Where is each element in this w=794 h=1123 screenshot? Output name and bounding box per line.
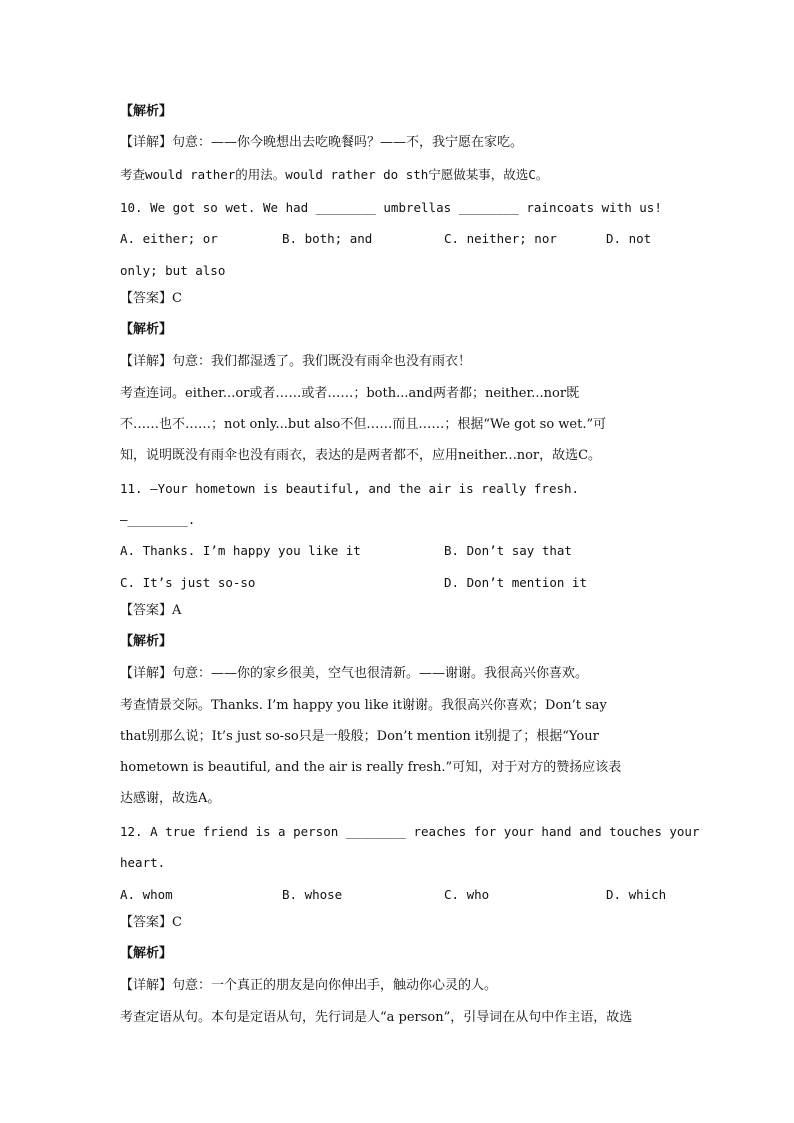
explanation-line: 考查would rather的用法。would rather do sth宁愿做某事，故选C。 xyxy=(120,167,549,182)
explanation-line: 考查情景交际。Thanks. I’m happy you like it谢谢。我很高兴你喜欢；Don’t say xyxy=(120,698,607,713)
answer-10: 【答案】C xyxy=(120,291,182,306)
explanation-line: 【详解】句意：——你的家乡很美，空气也很清新。——谢谢。我很高兴你喜欢。 xyxy=(120,666,589,681)
q12-option-b: B. whose xyxy=(282,887,343,902)
q11-option-c: C. It’s just so-so xyxy=(120,575,256,590)
answer-11: 【答案】A xyxy=(120,603,182,618)
analysis-heading: 【解析】 xyxy=(120,104,173,119)
explanation-line: 知，说明既没有雨伞也没有雨衣，表达的是两者都不，应用neither...nor，故选C。 xyxy=(120,448,602,463)
question-12: 12. A true friend is a person ________ reaches for your hand and touches your xyxy=(120,824,700,839)
explanation-line: 考查定语从句。本句是定语从句，先行词是人“a person”，引导词在从句中作主语，故选 xyxy=(120,1010,633,1025)
q11-option-a: A. Thanks. I’m happy you like it xyxy=(120,543,361,558)
explanation-line: 考查连词。either...or或者……或者……；both...and两者都；neither...nor既 xyxy=(120,386,580,401)
question-11: 11. —Your hometown is beautiful, and the air is really fresh. xyxy=(120,481,580,496)
analysis-heading: 【解析】 xyxy=(120,946,173,961)
analysis-heading: 【解析】 xyxy=(120,322,173,337)
q10-option-b: B. both; and xyxy=(282,231,373,246)
q10-option-d: D. not xyxy=(606,231,652,246)
explanation-line: that别那么说；It’s just so-so只是一般般；Don’t mention it别提了；根据“Your xyxy=(120,729,599,744)
explanation-line: 【详解】句意：——你今晚想出去吃晚餐吗？——不，我宁愿在家吃。 xyxy=(120,135,524,150)
q11-option-d: D. Don’t mention it xyxy=(444,575,587,590)
explanation-line: 【详解】句意：我们都湿透了。我们既没有雨伞也没有雨衣！ xyxy=(120,354,472,369)
q11-option-b: B. Don’t say that xyxy=(444,543,572,558)
q10-option-a: A. either; or xyxy=(120,231,218,246)
q10-option-d-continued: only; but also xyxy=(120,263,226,278)
question-10: 10. We got so wet. We had ________ umbrellas ________ raincoats with us! xyxy=(120,200,662,215)
explanation-line: 不……也不……；not only...but also不但……而且……；根据“We got so wet.”可 xyxy=(120,417,607,432)
question-11-blank: —________. xyxy=(120,512,196,527)
q12-option-c: C. who xyxy=(444,887,490,902)
question-12-continued: heart. xyxy=(120,855,166,870)
q12-option-a: A. whom xyxy=(120,887,173,902)
explanation-line: 达感谢，故选A。 xyxy=(120,791,221,806)
explanation-line: 【详解】句意：一个真正的朋友是向你伸出手，触动你心灵的人。 xyxy=(120,978,498,993)
q12-option-d: D. which xyxy=(606,887,667,902)
answer-12: 【答案】C xyxy=(120,915,182,930)
analysis-heading: 【解析】 xyxy=(120,634,173,649)
q10-option-c: C. neither; nor xyxy=(444,231,557,246)
explanation-line: hometown is beautiful, and the air is really fresh.”可知，对于对方的赞扬应该表 xyxy=(120,760,622,775)
